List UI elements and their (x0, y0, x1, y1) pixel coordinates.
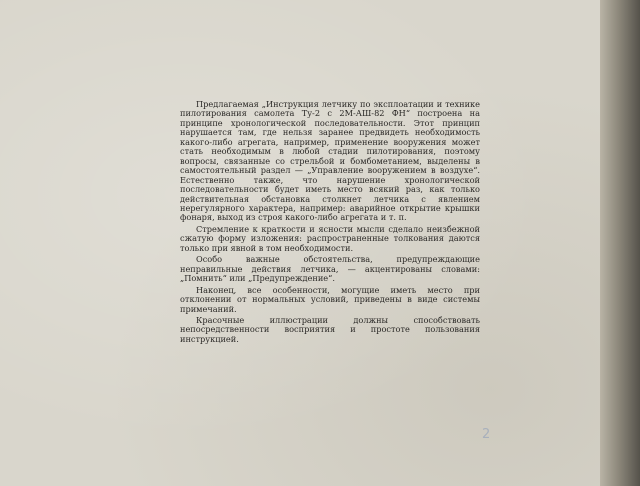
text-block (180, 100, 480, 344)
paragraph-4: Наконец, все особенности, могущие иметь место при отклонении от нормальных условий, приведены в виде системы примечаний. (180, 284, 480, 314)
paragraph-1: Предлагаемая „Инструкция летчику по эксплоатации и технике пилотирования самолета Ту-2 с 2М-АШ-82 ФН“ построена на принципе хронологической последовательности. Этот принцип нарушается там, где нельзя заранее предвидеть необходимость какого-либо агрегата, например, применение вооружения может стать необходимым в любой стадии пилотирования, поэтому вопросы, связанные со стрельбой и бомбометанием, выделены в самостоятельный раздел — „Управление вооружением в воздухе“. Естественно также, что нарушение хронологической последовательности будет иметь место всякий раз, как только действительная обстановка столкнет летчика с явлением неpегулярного характера, например: аварийное открытие крышки фонаря, выход из строя какого-либо агрегата и т. п. (180, 99, 480, 223)
pencil-page-mark: 2 (482, 427, 491, 442)
book-spine (600, 0, 640, 486)
paragraph-2: Стремление к краткости и ясности мысли сделало неизбежной сжатую форму изложения: распространенные толкования даются только при явной в том необходимости. (180, 223, 480, 253)
paragraph-5: Красочные иллюстрации должны способствовать непосредственности восприятия и простоте пользования инструкцией. (180, 314, 480, 344)
paragraph-3: Особо важные обстоятельства, предупреждающие неправильные действия летчика, — акцентированы словами: „Помнить“ или „Предупреждение“. (180, 254, 480, 284)
